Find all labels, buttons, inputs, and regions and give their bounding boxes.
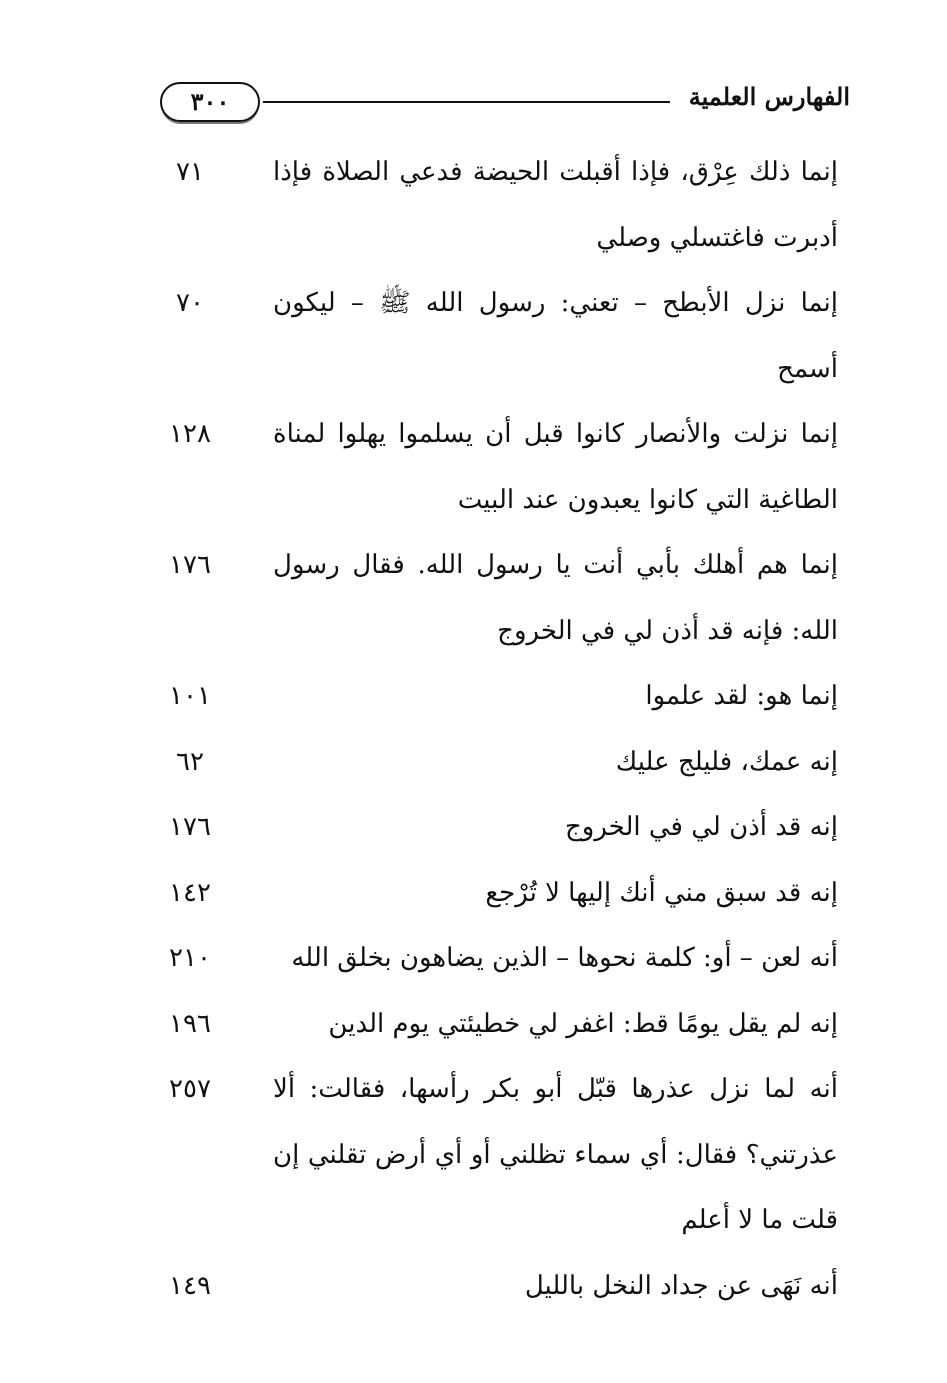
entry-page-number: ٧١ (176, 157, 204, 187)
index-entry (160, 271, 838, 402)
index-entry (160, 140, 838, 271)
entry-page-number: ١٠١ (169, 681, 211, 711)
index-entry (160, 1254, 838, 1320)
index-entry (160, 533, 838, 664)
index-entry (160, 730, 838, 796)
index-entries (160, 140, 838, 1319)
header-rule (263, 101, 670, 103)
entry-text: إنما نزل الأبطح – تعني: رسول الله ﷺ – ليكون أسمح (273, 288, 838, 384)
entry-page-number: ١٤٢ (169, 877, 211, 908)
entry-page-number: ١٤٩ (169, 1270, 211, 1301)
entry-text: إنه قد أذن لي في الخروج (565, 812, 838, 842)
index-entry (160, 861, 838, 927)
entry-text: إنما هو: لقد علموا (645, 681, 838, 711)
entry-page-number: ٧٠ (176, 288, 204, 318)
index-entry (160, 664, 838, 730)
entry-page-number: ٢٥٧ (169, 1074, 211, 1104)
entry-text: إنما هم أهلك بأبي أنت يا رسول الله. فقال رسول الله: فإنه قد أذن لي في الخروج (273, 550, 838, 646)
entry-page-number: ٢١٠ (169, 943, 211, 973)
index-entry (160, 926, 838, 992)
entry-text: إنه لم يقل يومًا قط: اغفر لي خطيئتي يوم الدين (328, 1008, 838, 1039)
index-entry (160, 795, 838, 861)
entry-text: إنه قد سبق مني أنك إليها لا تُرْجع (485, 877, 838, 908)
entry-text: أنه نَهَى عن جداد النخل بالليل (524, 1270, 838, 1301)
entry-text: إنما ذلك عِرْق، فإذا أقبلت الحيضة فدعي الصلاة فإذا أدبرت فاغتسلي وصلي (273, 157, 838, 253)
entry-text: أنه لعن – أو: كلمة نحوها – الذين يضاهون بخلق الله (291, 943, 838, 973)
entry-page-number: ١٧٦ (169, 550, 211, 580)
index-entry (160, 992, 838, 1058)
entry-text: أنه لما نزل عذرها قبّل أبو بكر رأسها، فقالت: ألا عذرتني؟ فقال: أي سماء تظلني أو أي أرض تقلني إن قلت ما لا أعلم (273, 1074, 838, 1235)
header-title: الفهارس العلمية (688, 82, 850, 111)
entry-text: إنه عمك، فليلج عليك (615, 746, 838, 777)
index-entry (160, 1057, 838, 1254)
entry-page-number: ١٧٦ (169, 812, 211, 842)
entry-page-number: ١٢٨ (169, 419, 211, 449)
index-entry (160, 402, 838, 533)
entry-page-number: ٦٢ (176, 746, 204, 777)
running-header (98, 78, 850, 130)
entry-page-number: ١٩٦ (169, 1008, 211, 1039)
page-number: ٣٠٠ (160, 82, 260, 122)
entry-text: إنما نزلت والأنصار كانوا قبل أن يسلموا يهلوا لمناة الطاغية التي كانوا يعبدون عند البيت (273, 419, 838, 515)
